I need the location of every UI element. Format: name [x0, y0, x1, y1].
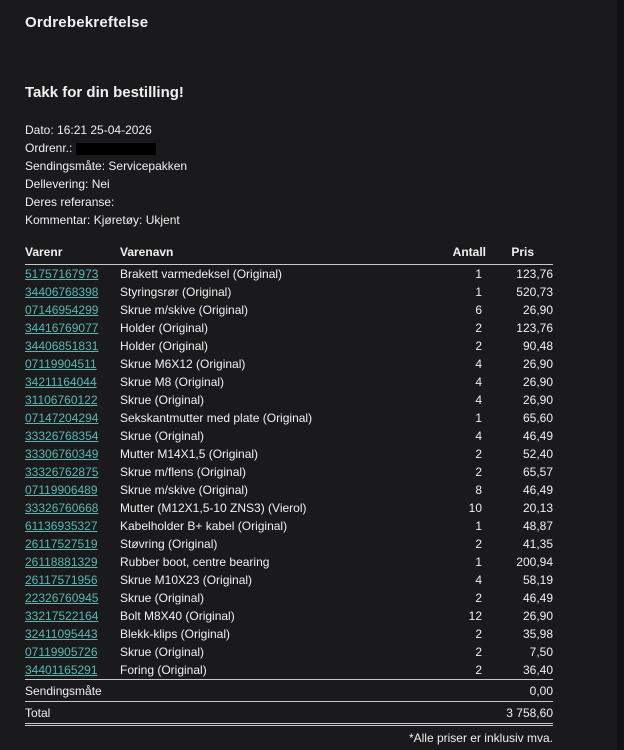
varenr-link[interactable]: 34406851831 — [25, 339, 99, 353]
varenr-link[interactable]: 51757167973 — [25, 267, 99, 281]
varenr-cell — [25, 571, 120, 589]
detail-line — [25, 157, 624, 175]
varenr-cell — [25, 535, 120, 553]
varenr-cell — [25, 625, 120, 643]
varenr-cell — [25, 391, 120, 409]
varenr-link[interactable]: 33217522164 — [25, 609, 99, 623]
varenavn-cell: Skrue (Original) — [120, 645, 205, 659]
varenr-cell — [25, 355, 120, 373]
detail-text: Sendingsmåte: Servicepakken — [25, 159, 188, 173]
table-row — [25, 283, 553, 301]
table-row — [25, 265, 553, 284]
pris-cell: 41,35 — [522, 537, 553, 551]
varenavn-cell: Skrue m/flens (Original) — [120, 465, 247, 479]
antall-cell: 1 — [475, 267, 482, 281]
varenavn-cell: Skrue m/skive (Original) — [120, 303, 249, 317]
varenr-link[interactable]: 32411095443 — [25, 627, 98, 641]
varenr-cell — [25, 337, 120, 355]
varenr-link[interactable]: 22326760945 — [25, 591, 99, 605]
detail-text: Ordrenr.: — [25, 141, 73, 155]
table-row — [25, 607, 553, 625]
varenavn-cell: Skrue (Original) — [120, 591, 205, 605]
table-row — [25, 643, 553, 661]
varenr-link[interactable]: 33326768354 — [25, 429, 99, 443]
detail-line — [25, 211, 624, 229]
antall-cell: 4 — [475, 393, 482, 407]
pris-cell: 65,60 — [522, 411, 553, 425]
column-header-varenr: Varenr — [25, 243, 120, 265]
pris-cell: 26,90 — [522, 357, 553, 371]
pris-cell: 36,40 — [522, 663, 553, 677]
antall-cell: 2 — [475, 465, 482, 479]
pris-cell: 58,19 — [522, 573, 553, 587]
antall-cell: 1 — [475, 285, 482, 299]
pris-cell: 26,90 — [522, 393, 553, 407]
varenr-link[interactable]: 33326762875 — [25, 465, 99, 479]
detail-text: Deres referanse: — [25, 195, 115, 209]
varenr-link[interactable]: 31106760122 — [25, 393, 98, 407]
varenavn-cell: Skrue M6X12 (Original) — [120, 357, 246, 371]
varenavn-cell: Brakett varmedeksel (Original) — [120, 267, 283, 281]
table-row — [25, 571, 553, 589]
table-row — [25, 391, 553, 409]
pris-cell: 35,98 — [522, 627, 553, 641]
pris-cell: 90,48 — [522, 339, 553, 353]
antall-cell: 2 — [475, 537, 482, 551]
varenr-cell — [25, 319, 120, 337]
antall-cell: 1 — [475, 555, 482, 569]
varenr-cell — [25, 661, 120, 680]
shipping-label: Sendingsmåte — [25, 680, 488, 702]
page-right-edge — [617, 0, 624, 750]
varenr-link[interactable]: 34211164044 — [25, 375, 97, 389]
varenr-link[interactable]: 26118881329 — [25, 555, 98, 569]
varenavn-cell: Mutter (M12X1,5-10 ZNS3) (Vierol) — [120, 501, 307, 515]
total-amount: 3 758,60 — [488, 702, 553, 725]
antall-cell: 2 — [475, 627, 482, 641]
column-header-antall: Antall — [450, 243, 488, 265]
varenavn-cell: Rubber boot, centre bearing — [120, 555, 270, 569]
table-row — [25, 481, 553, 499]
greeting-heading: Takk for din bestilling! — [25, 84, 184, 101]
table-row — [25, 463, 553, 481]
detail-text: Dellevering: Nei — [25, 177, 110, 191]
detail-text: Dato: 16:21 25-04-2026 — [25, 123, 152, 137]
varenr-link[interactable]: 34406768398 — [25, 285, 99, 299]
varenr-link[interactable]: 34401165291 — [25, 663, 98, 677]
pris-cell: 26,90 — [522, 375, 553, 389]
detail-line — [25, 193, 624, 211]
varenr-link[interactable]: 07119904511 — [25, 357, 97, 371]
order-items-table — [25, 243, 553, 726]
varenr-link[interactable]: 07146954299 — [25, 303, 99, 317]
antall-cell: 2 — [475, 591, 482, 605]
pris-cell: 520,73 — [516, 285, 553, 299]
table-row — [25, 445, 553, 463]
antall-cell: 10 — [468, 501, 482, 515]
varenr-link[interactable]: 07119905726 — [25, 645, 98, 659]
antall-cell: 2 — [475, 645, 482, 659]
pris-cell: 46,49 — [522, 591, 553, 605]
varenr-cell — [25, 517, 120, 535]
varenr-cell — [25, 481, 120, 499]
table-header-row — [25, 243, 553, 265]
varenr-cell — [25, 643, 120, 661]
varenr-link[interactable]: 61136935327 — [25, 519, 98, 533]
varenavn-cell: Mutter M14X1,5 (Original) — [120, 447, 259, 461]
redaction-box — [76, 143, 156, 155]
pris-cell: 20,13 — [522, 501, 553, 515]
varenavn-cell: Bolt M8X40 (Original) — [120, 609, 235, 623]
varenavn-cell: Foring (Original) — [120, 663, 207, 677]
varenavn-cell: Holder (Original) — [120, 339, 209, 353]
antall-cell: 1 — [475, 411, 482, 425]
pris-cell: 46,49 — [522, 483, 553, 497]
antall-cell: 2 — [475, 447, 482, 461]
varenr-cell — [25, 589, 120, 607]
table-row — [25, 427, 553, 445]
varenavn-cell: Skrue M10X23 (Original) — [120, 573, 253, 587]
shipping-amount: 0,00 — [488, 680, 553, 702]
total-label: Total — [25, 702, 488, 725]
varenavn-cell: Styringsrør (Original) — [120, 285, 232, 299]
table-row — [25, 301, 553, 319]
varenr-link[interactable]: 33326760668 — [25, 501, 99, 515]
antall-cell: 4 — [475, 573, 482, 587]
antall-cell: 2 — [475, 663, 482, 677]
varenr-cell — [25, 427, 120, 445]
antall-cell: 6 — [475, 303, 482, 317]
table-row — [25, 337, 553, 355]
varenr-link[interactable]: 07119906489 — [25, 483, 98, 497]
varenavn-cell: Støvring (Original) — [120, 537, 218, 551]
varenr-cell — [25, 409, 120, 427]
varenavn-cell: Holder (Original) — [120, 321, 209, 335]
shipping-row — [25, 680, 553, 702]
varenr-cell — [25, 553, 120, 571]
antall-cell: 12 — [468, 609, 482, 623]
pris-cell: 26,90 — [522, 609, 553, 623]
varenr-link[interactable]: 26117571956 — [25, 573, 98, 587]
order-details — [25, 121, 624, 229]
column-header-pris: Pris — [488, 243, 553, 265]
table-row — [25, 589, 553, 607]
table-row — [25, 499, 553, 517]
table-row — [25, 355, 553, 373]
table-row — [25, 661, 553, 680]
pris-cell: 48,87 — [522, 519, 553, 533]
varenavn-cell: Skrue M8 (Original) — [120, 375, 225, 389]
pris-cell: 26,90 — [522, 303, 553, 317]
table-row — [25, 373, 553, 391]
varenr-cell — [25, 301, 120, 319]
detail-text: Kommentar: Kjøretøy: Ukjent — [25, 213, 180, 227]
varenr-link[interactable]: 26117527519 — [25, 537, 98, 551]
table-row — [25, 535, 553, 553]
varenr-cell — [25, 499, 120, 517]
pris-cell: 123,76 — [516, 267, 553, 281]
detail-line — [25, 121, 624, 139]
vat-footnote: *Alle priser er inklusiv mva. — [408, 731, 553, 745]
antall-cell: 4 — [475, 375, 482, 389]
varenavn-cell: Skrue (Original) — [120, 429, 205, 443]
pris-cell: 200,94 — [516, 555, 553, 569]
varenr-cell — [25, 283, 120, 301]
antall-cell: 1 — [475, 519, 482, 533]
varenr-link[interactable]: 34416769077 — [25, 321, 99, 335]
antall-cell: 8 — [475, 483, 482, 497]
column-header-varenavn: Varenavn — [120, 243, 450, 265]
varenr-link[interactable]: 07147204294 — [25, 411, 99, 425]
pris-cell: 52,40 — [522, 447, 553, 461]
table-body — [25, 265, 553, 680]
varenr-cell — [25, 463, 120, 481]
page-title: Ordrebekreftelse — [25, 14, 149, 31]
antall-cell: 4 — [475, 429, 482, 443]
detail-line — [25, 139, 624, 157]
varenavn-cell: Blekk-klips (Original) — [120, 627, 231, 641]
pris-cell: 46,49 — [522, 429, 553, 443]
varenr-cell — [25, 373, 120, 391]
pris-cell: 7,50 — [529, 645, 553, 659]
antall-cell: 2 — [475, 321, 482, 335]
total-row — [25, 702, 553, 725]
varenavn-cell: Skrue m/skive (Original) — [120, 483, 249, 497]
table-row — [25, 319, 553, 337]
table-row — [25, 625, 553, 643]
table-row — [25, 517, 553, 535]
detail-line — [25, 175, 624, 193]
varenr-cell — [25, 445, 120, 463]
antall-cell: 2 — [475, 339, 482, 353]
varenr-cell — [25, 607, 120, 625]
varenavn-cell: Skrue (Original) — [120, 393, 205, 407]
table-row — [25, 553, 553, 571]
varenavn-cell: Sekskantmutter med plate (Original) — [120, 411, 313, 425]
pris-cell: 65,57 — [522, 465, 553, 479]
varenr-link[interactable]: 33306760349 — [25, 447, 99, 461]
table-row — [25, 409, 553, 427]
varenavn-cell: Kabelholder B+ kabel (Original) — [120, 519, 288, 533]
varenr-cell — [25, 265, 120, 284]
antall-cell: 4 — [475, 357, 482, 371]
pris-cell: 123,76 — [516, 321, 553, 335]
